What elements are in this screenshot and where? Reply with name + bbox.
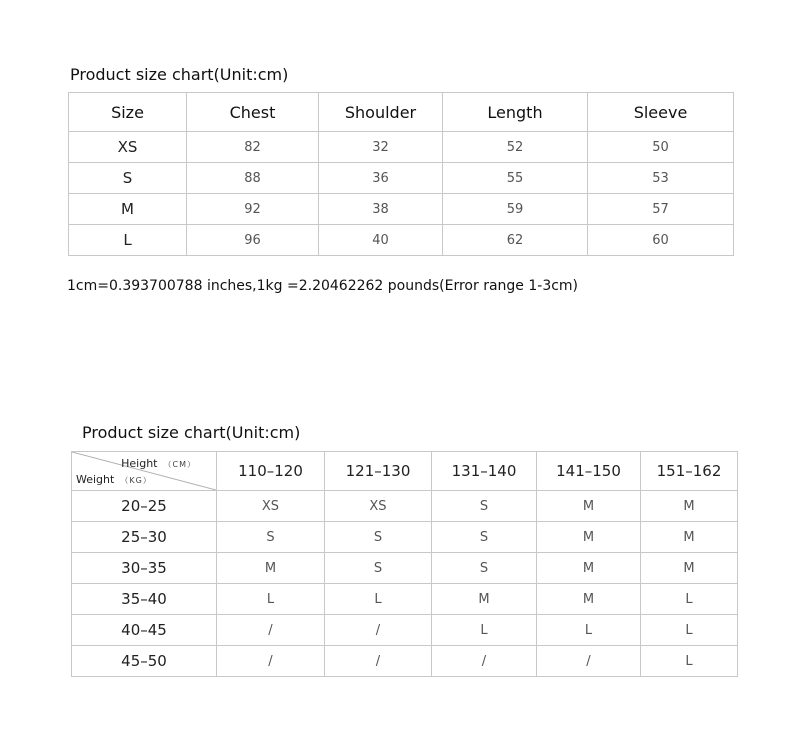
size-cell: L <box>641 615 738 646</box>
size-cell: S <box>325 522 432 553</box>
weight-range-cell: 40–45 <box>72 615 217 646</box>
table-row <box>69 132 734 163</box>
header-chest: Chest <box>187 93 319 132</box>
sleeve-cell: 60 <box>588 225 734 256</box>
size-cell: / <box>325 646 432 677</box>
table-row <box>72 646 738 677</box>
size-cell: L <box>69 225 187 256</box>
length-cell: 59 <box>443 194 588 225</box>
chest-cell: 96 <box>187 225 319 256</box>
table-row <box>72 584 738 615</box>
chest-cell: 92 <box>187 194 319 225</box>
weight-axis-label: Weight （KG） <box>76 473 152 486</box>
size-cell: M <box>217 553 325 584</box>
shoulder-cell: 32 <box>319 132 443 163</box>
size-cell: L <box>537 615 641 646</box>
size-cell: S <box>432 491 537 522</box>
sleeve-cell: 57 <box>588 194 734 225</box>
header-shoulder: Shoulder <box>319 93 443 132</box>
fit-chart-table <box>71 451 738 677</box>
weight-range-cell: 20–25 <box>72 491 217 522</box>
size-cell: L <box>217 584 325 615</box>
height-range-header: 151–162 <box>641 452 738 491</box>
weight-range-cell: 30–35 <box>72 553 217 584</box>
size-cell: M <box>537 553 641 584</box>
size-cell: M <box>537 522 641 553</box>
table-row <box>72 615 738 646</box>
size-cell: M <box>432 584 537 615</box>
chest-cell: 82 <box>187 132 319 163</box>
length-cell: 62 <box>443 225 588 256</box>
fit-chart-header-row <box>72 452 738 491</box>
table-row <box>69 163 734 194</box>
table-row <box>72 553 738 584</box>
height-axis-label: Height （CM） <box>121 457 196 470</box>
size-cell: L <box>432 615 537 646</box>
header-size: Size <box>69 93 187 132</box>
fit-chart-title: Product size chart(Unit:cm) <box>82 423 301 442</box>
size-cell: M <box>69 194 187 225</box>
size-cell: / <box>537 646 641 677</box>
size-cell: M <box>641 491 738 522</box>
table-row <box>69 225 734 256</box>
size-cell: XS <box>217 491 325 522</box>
size-cell: L <box>325 584 432 615</box>
size-cell: S <box>432 522 537 553</box>
size-cell: XS <box>69 132 187 163</box>
weight-range-cell: 25–30 <box>72 522 217 553</box>
length-cell: 55 <box>443 163 588 194</box>
conversion-note: 1cm=0.393700788 inches,1kg =2.20462262 pounds(Error range 1-3cm) <box>67 278 579 294</box>
size-cell: S <box>217 522 325 553</box>
height-range-header: 141–150 <box>537 452 641 491</box>
size-cell: / <box>325 615 432 646</box>
header-length: Length <box>443 93 588 132</box>
shoulder-cell: 38 <box>319 194 443 225</box>
size-cell: M <box>641 522 738 553</box>
sleeve-cell: 53 <box>588 163 734 194</box>
size-cell: M <box>641 553 738 584</box>
height-range-header: 110–120 <box>217 452 325 491</box>
shoulder-cell: 36 <box>319 163 443 194</box>
header-sleeve: Sleeve <box>588 93 734 132</box>
weight-range-cell: 45–50 <box>72 646 217 677</box>
table-row <box>72 491 738 522</box>
table-row <box>69 194 734 225</box>
height-range-header: 131–140 <box>432 452 537 491</box>
sleeve-cell: 50 <box>588 132 734 163</box>
chest-cell: 88 <box>187 163 319 194</box>
size-cell: M <box>537 491 641 522</box>
size-chart-title: Product size chart(Unit:cm) <box>70 65 289 84</box>
size-cell: S <box>69 163 187 194</box>
corner-header <box>72 452 217 491</box>
size-cell: L <box>641 584 738 615</box>
size-chart-table <box>68 92 734 256</box>
length-cell: 52 <box>443 132 588 163</box>
size-cell: / <box>217 615 325 646</box>
size-cell: / <box>217 646 325 677</box>
size-cell: M <box>537 584 641 615</box>
size-cell: L <box>641 646 738 677</box>
size-chart-header-row <box>69 93 734 132</box>
shoulder-cell: 40 <box>319 225 443 256</box>
size-cell: S <box>325 553 432 584</box>
height-range-header: 121–130 <box>325 452 432 491</box>
size-cell: XS <box>325 491 432 522</box>
table-row <box>72 522 738 553</box>
size-cell: / <box>432 646 537 677</box>
size-cell: S <box>432 553 537 584</box>
weight-range-cell: 35–40 <box>72 584 217 615</box>
